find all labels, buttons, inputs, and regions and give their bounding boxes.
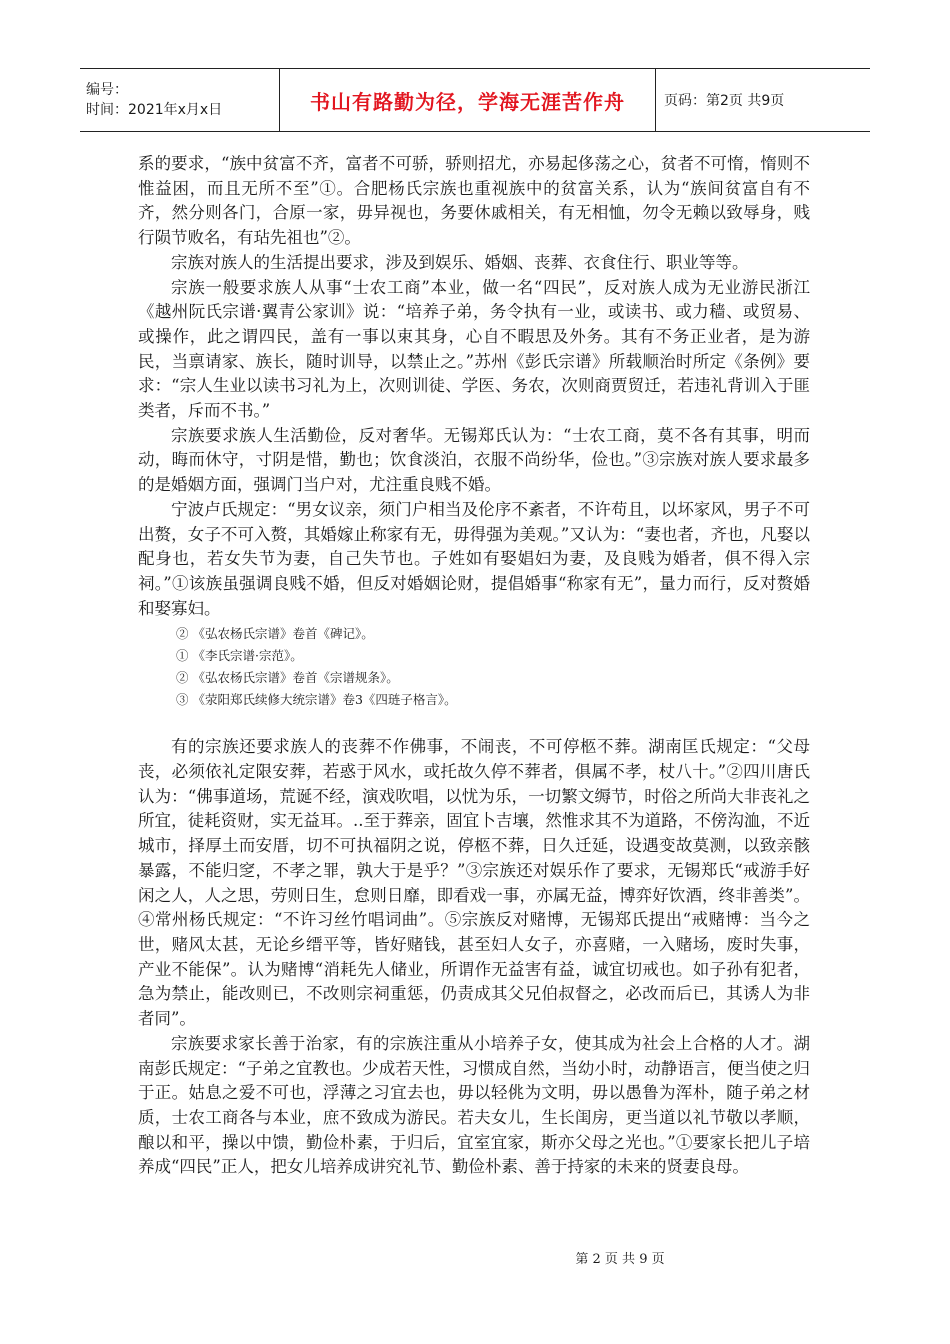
paragraph: 宗族要求家长善于治家，有的宗族注重从小培养子女，使其成为社会上合格的人才。湖南彭氏规定：“子弟之宜教也。少成若天性，习惯成自然，当幼小时，动静语言，便当使之归于正。姑息之爱不可也，浮薄之习宜去也，毋以轻佻为文明，毋以愚鲁为浑朴，随子弟之材质，士农工商各与本业，庶不致成为游民。若夫女儿，生长闺房，更当道以礼节敬以孝顺，酿以和平，操以中馈，勤俭朴素，于归后，宜室宜家，斯亦父母之光也。”①要家长把儿子培养成“四民”正人，把女儿培养成讲究礼节、勤俭朴素、善于持家的未来的贤妻良母。 [138,1033,810,1177]
footnote: ② 《弘农杨氏宗谱》卷首《宗谱规条》。 [176,670,399,686]
footnote: ③ 《荥阳郑氏续修大统宗谱》卷3《四琏子格言》。 [176,692,457,708]
paragraph: 系的要求，“族中贫富不齐，富者不可骄，骄则招尤，亦易起侈荡之心，贫者不可惰，惰则不惟益困，而且无所不至”①。合肥杨氏宗族也重视族中的贫富关系，认为“族间贫富自有不齐，然分则各门，合原一家，毋异视也，务要休戚相关，有无相恤，勿令无赖以致辱身，贱行陨节败名，有玷先祖也”②。 [138,154,810,248]
footnote: ① 《李氏宗谱·宗范》。 [176,648,303,664]
document-date-label: 时间：2021年x月x日 [86,102,223,118]
document-number-label: 编号： [86,82,128,98]
page-footer: 第 2 页 共 9 页 [575,1252,665,1267]
paragraph: 宗族要求族人生活勤俭，反对奢华。无锡郑氏认为：“士农工商，莫不各有其事，明而动，晦而休守，寸阴是惜，勤也；饮食淡泊，衣服不尚纷华，俭也。”③宗族对族人要求最多的是婚姻方面，强调门当户对，尤注重良贱不婚。 [138,425,810,495]
footnotes [138,623,810,711]
document-body [138,152,810,1180]
paragraph: 宁波卢氏规定：“男女议亲，须门户相当及伦序不紊者，不许苟且，以坏家风，男子不可出赘，女子不可入赘，其婚嫁止称家有无，毋得强为美观。”又认为：“妻也者，齐也，凡娶以配身也，若女失节为妻，自己失节也。子姓如有娶娼妇为妻，及良贱为婚者，俱不得入宗祠。”①该族虽强调良贱不婚，但反对婚姻论财，提倡婚事“称家有无”，量力而行，反对赘婚和娶寡妇。 [138,499,810,618]
header-motto-cell [280,69,656,131]
paragraph: 宗族一般要求族人从事“士农工商”本业，做一名“四民”，反对族人成为无业游民浙江《越州阮氏宗谱·翼青公家训》说：“培养子弟，务令执有一业，或读书、或力穑、或贸易、或操作，此之谓四民，盖有一事以束其身，心自不暇思及外务。其有不务正业者，是为游民，当禀请家、族长，随时训导，以禁止之。”苏州《彭氏宗谱》所载顺治时所定《条例》要求：“宗人生业以读书习礼为上，次则训徒、学医、务农，次则商贾贸迁，若违礼背训入于匪类者，斥而不书。” [138,277,810,421]
paragraph: 宗族对族人的生活提出要求，涉及到娱乐、婚姻、丧葬、衣食住行、职业等等。 [171,252,749,272]
header-page-cell [656,69,870,131]
page-number-label: 页码：第2页 共9页 [664,93,785,109]
paragraph: 有的宗族还要求族人的丧葬不作佛事，不闹丧，不可停柩不葬。湖南匡氏规定：“父母丧，必须依礼定限安葬，若惑于风水，或托故久停不葬者，俱属不孝，杖八十。”②四川唐氏认为：“佛事道场，荒诞不经，演戏吹唱，以忧为乐，一切繁文缛节，时俗之所尚大非丧礼之所宜，徒耗资财，实无益耳。..至于葬亲，固宜卜吉壤，然惟求其不为道路，不傍沟洫，不近城市，择厚土而安厝，切不可执福阴之说，停柩不葬，日久迁延，设遇变故莫测，以致亲骸暴露，不能归窆，不孝之罪，孰大于是乎？”③宗族还对娱乐作了要求，无锡郑氏“戒游手好闲之人，人之思，劳则日生，怠则日靡，即看戏一事，亦属无益，博弈好饮酒，终非善类”。④常州杨氏规定：“不许习丝竹唱词曲”。⑤宗族反对赌博，无锡郑氏提出“戒赌博：当今之世，赌风太甚，无论乡缙平等，皆好赌钱，甚至妇人女子，亦喜赌，一入赌场，废时失事，产业不能保”。认为赌博“消耗先人储业，所谓作无益害有益，诚宜切戒也。如子孙有犯者，急为禁止，能改则已，不改则宗祠重惩，仍责成其父兄伯叔督之，必改而后已，其诱人为非者同”。 [138,737,810,1029]
header-meta [80,69,280,131]
footnote: ② 《弘农杨氏宗谱》卷首《碑记》。 [176,626,374,642]
header-motto: 书山有路勤为径，学海无涯苦作舟 [310,89,625,114]
page-header [80,68,870,132]
